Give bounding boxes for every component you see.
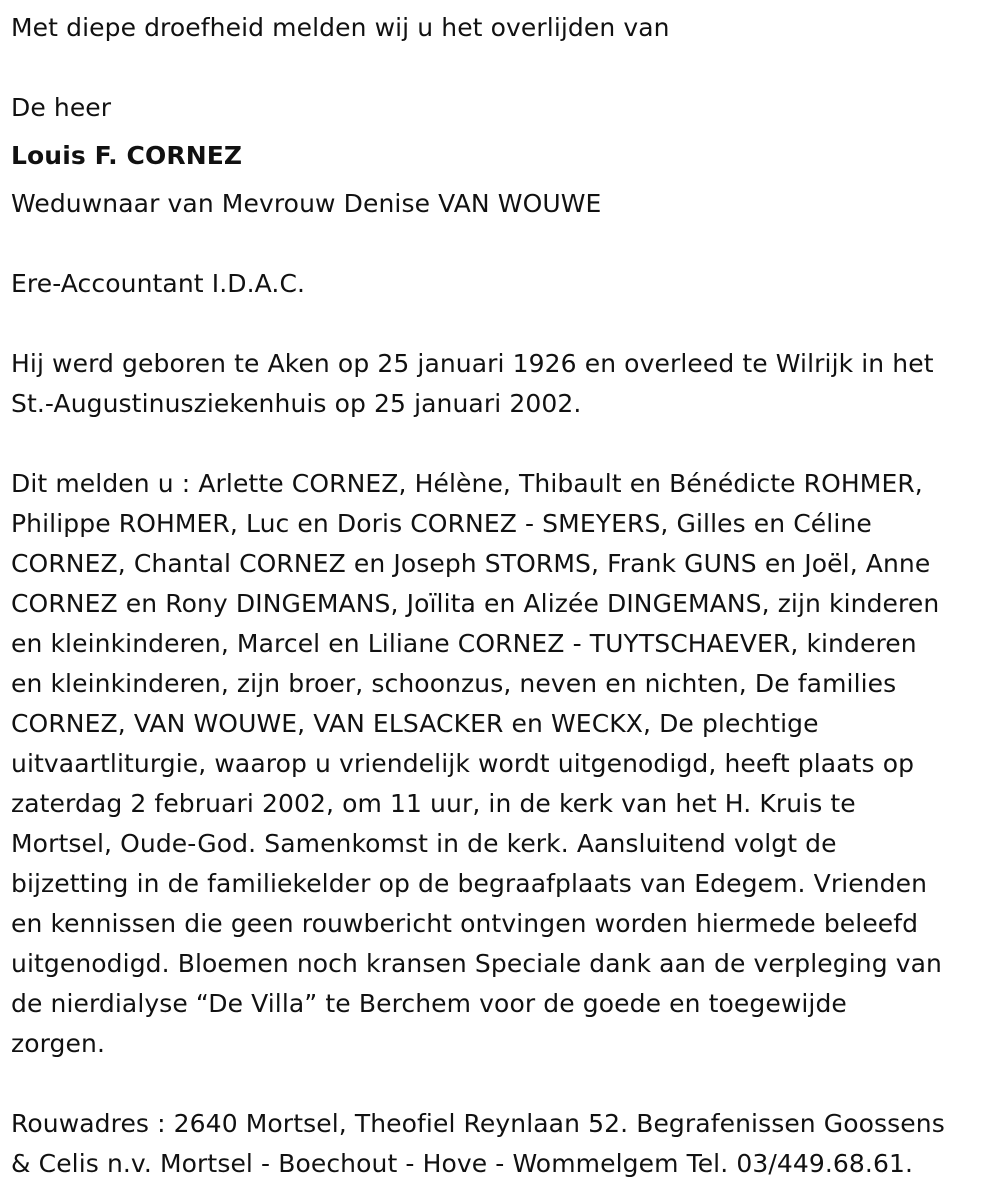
spacer: [11, 424, 990, 464]
announcement-line: Dit melden u : Arlette CORNEZ, Hélène, Thibault en Bénédicte ROHMER,: [11, 469, 923, 498]
announcement-line: zorgen.: [11, 1029, 105, 1058]
address-line: & Celis n.v. Mortsel - Boechout - Hove - Wommelgem Tel. 03/449.68.61.: [11, 1149, 914, 1178]
spacer-small: [11, 128, 990, 136]
birth-death-line: Hij werd geboren te Aken op 25 januari 1926 en overleed te Wilrijk in het: [11, 349, 934, 378]
announcement-line: en kleinkinderen, zijn broer, schoonzus, neven en nichten, De families: [11, 669, 897, 698]
profession-text: Ere-Accountant I.D.A.C.: [11, 269, 306, 298]
announcement-line: zaterdag 2 februari 2002, om 11 uur, in de kerk van het H. Kruis te: [11, 789, 856, 818]
address-line: Rouwadres : 2640 Mortsel, Theofiel Reynlaan 52. Begrafenissen Goossens: [11, 1109, 945, 1138]
announcement-line: Philippe ROHMER, Luc en Doris CORNEZ - SMEYERS, Gilles en Céline: [11, 509, 872, 538]
announcement-line: CORNEZ en Rony DINGEMANS, Joïlita en Alizée DINGEMANS, zijn kinderen: [11, 589, 940, 618]
spacer: [11, 224, 990, 264]
announcement-line: CORNEZ, Chantal CORNEZ en Joseph STORMS, Frank GUNS en Joël, Anne: [11, 549, 931, 578]
birth-death-paragraph: [11, 344, 990, 424]
widower-of-text: Weduwnaar van Mevrouw Denise VAN WOUWE: [11, 189, 602, 218]
intro-text: Met diepe droefheid melden wij u het overlijden van: [11, 13, 670, 42]
announcement-line: uitgenodigd. Bloemen noch kransen Speciale dank aan de verpleging van: [11, 949, 942, 978]
address-paragraph: [11, 1104, 990, 1184]
spacer: [11, 304, 990, 344]
announcement-line: de nierdialyse “De Villa” te Berchem voor de goede en toegewijde: [11, 989, 847, 1018]
announcement-line: bijzetting in de familiekelder op de begraafplaats van Edegem. Vrienden: [11, 869, 928, 898]
announcement-line: en kennissen die geen rouwbericht ontvingen worden hiermede beleefd: [11, 909, 919, 938]
announcement-paragraph: [11, 464, 990, 1064]
spacer: [11, 48, 990, 88]
deceased-name: Louis F. CORNEZ: [11, 141, 243, 170]
announcement-line: Mortsel, Oude-God. Samenkomst in de kerk. Aansluitend volgt de: [11, 829, 837, 858]
announcement-line: uitvaartliturgie, waarop u vriendelijk wordt uitgenodigd, heeft plaats op: [11, 749, 915, 778]
spacer: [11, 1064, 990, 1104]
title-prefix: De heer: [11, 93, 112, 122]
spacer-small: [11, 176, 990, 184]
birth-death-line: St.-Augustinusziekenhuis op 25 januari 2002.: [11, 389, 582, 418]
announcement-line: en kleinkinderen, Marcel en Liliane CORNEZ - TUYTSCHAEVER, kinderen: [11, 629, 917, 658]
announcement-line: CORNEZ, VAN WOUWE, VAN ELSACKER en WECKX, De plechtige: [11, 709, 819, 738]
